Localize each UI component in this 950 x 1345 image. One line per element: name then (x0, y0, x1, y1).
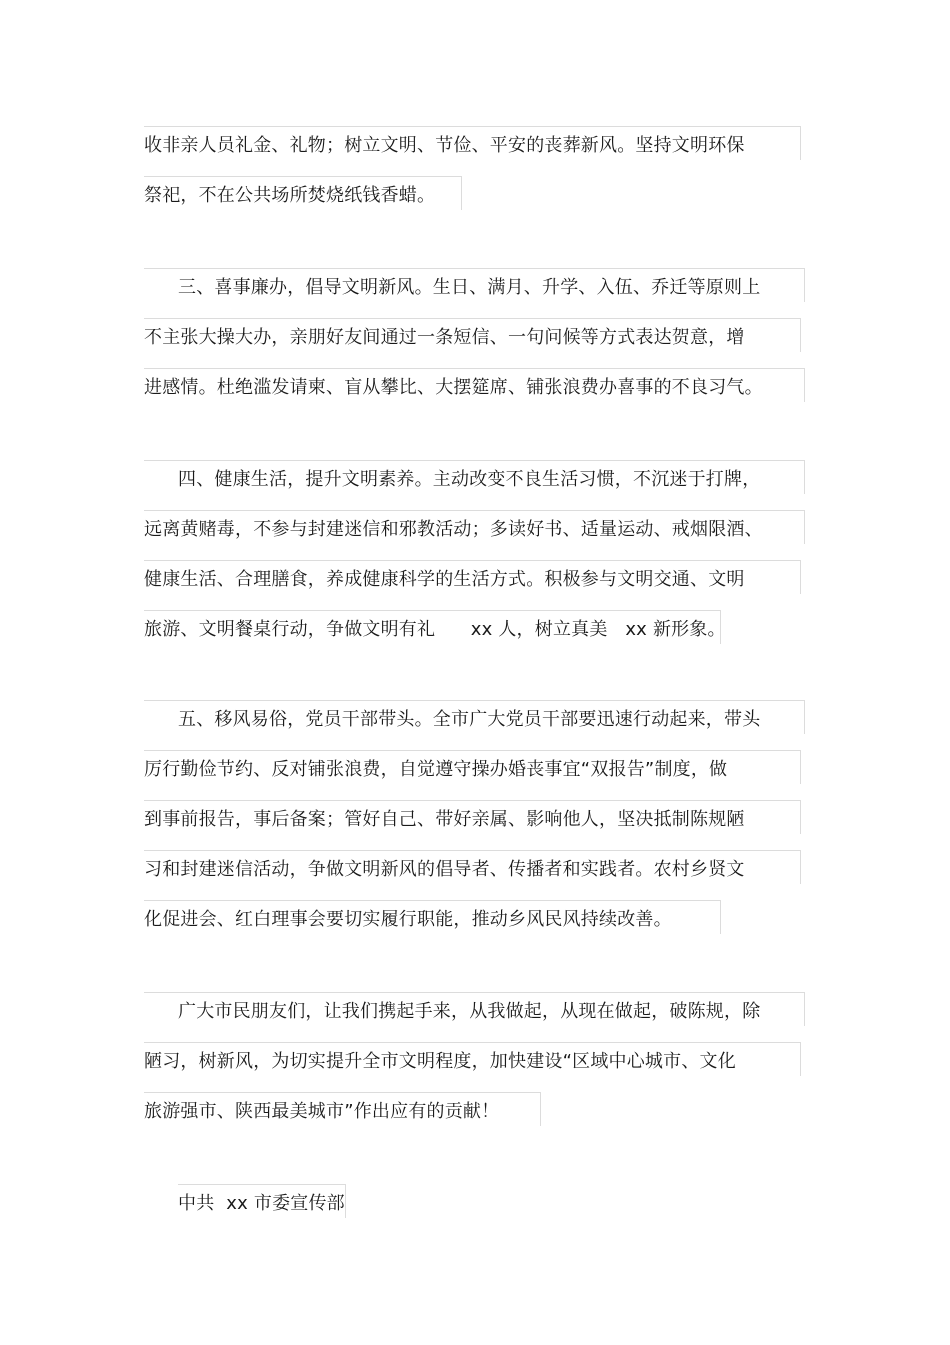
p2-line-2: 不主张大操大办，亲朋好友间通过一条短信、一句问候等方式表达贺意，增 (144, 318, 801, 352)
p5-line-3: 旅游强市、陕西最美城市”作出应有的贡献！ (144, 1092, 541, 1126)
signature: 中共 xx 市委宣传部 (178, 1184, 346, 1218)
p1-line-1: 收非亲人员礼金、礼物；树立文明、节俭、平安的丧葬新风。坚持文明环保 (144, 126, 801, 160)
p4-line-2: 厉行勤俭节约、反对铺张浪费，自觉遵守操办婚丧事宜“双报告”制度，做 (144, 750, 801, 784)
p4-line-5: 化促进会、红白理事会要切实履行职能，推动乡风民风持续改善。 (144, 900, 721, 934)
p3-line-1: 四、健康生活，提升文明素养。主动改变不良生活习惯，不沉迷于打牌， (144, 460, 805, 494)
p2-line-3: 进感情。杜绝滥发请柬、盲从攀比、大摆筵席、铺张浪费办喜事的不良习气。 (144, 368, 805, 402)
p4-line-3: 到事前报告，事后备案；管好自己、带好亲属、影响他人，坚决抵制陈规陋 (144, 800, 801, 834)
p3-line-3: 健康生活、合理膳食，养成健康科学的生活方式。积极参与文明交通、文明 (144, 560, 801, 594)
p4-line-4: 习和封建迷信活动，争做文明新风的倡导者、传播者和实践者。农村乡贤文 (144, 850, 801, 884)
p3-line-4: 旅游、文明餐桌行动，争做文明有礼 xx 人，树立真美 xx 新形象。 (144, 610, 721, 644)
p3-line-2: 远离黄赌毒，不参与封建迷信和邪教活动；多读好书、适量运动、戒烟限酒、 (144, 510, 805, 544)
p1-line-2: 祭祀，不在公共场所焚烧纸钱香蜡。 (144, 176, 462, 210)
p4-line-1: 五、移风易俗，党员干部带头。全市广大党员干部要迅速行动起来，带头 (144, 700, 805, 734)
p2-line-1: 三、喜事廉办，倡导文明新风。生日、满月、升学、入伍、乔迁等原则上 (144, 268, 805, 302)
p5-line-2: 陋习，树新风，为切实提升全市文明程度，加快建设“区域中心城市、文化 (144, 1042, 801, 1076)
p5-line-1: 广大市民朋友们，让我们携起手来，从我做起，从现在做起，破陈规，除 (144, 992, 805, 1026)
